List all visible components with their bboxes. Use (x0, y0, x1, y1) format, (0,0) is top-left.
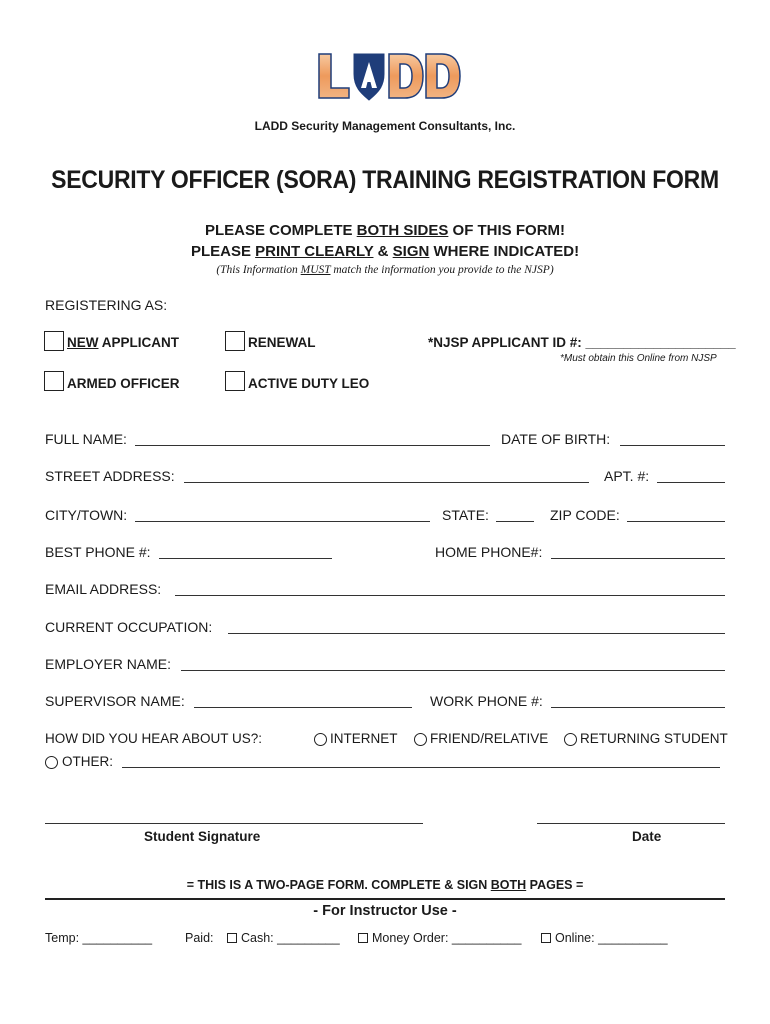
friend-relative-radio[interactable] (414, 733, 427, 746)
registering-as-label: REGISTERING AS: (45, 297, 168, 313)
paid-label: Paid: (185, 931, 214, 945)
state-label: STATE: (442, 507, 489, 523)
returning-student-radio[interactable] (564, 733, 577, 746)
street-address-line[interactable] (184, 482, 589, 483)
best-phone-line[interactable] (159, 558, 332, 559)
full-name-label: FULL NAME: (45, 431, 127, 447)
employer-label: EMPLOYER NAME: (45, 656, 172, 672)
employer-line[interactable] (181, 670, 725, 671)
work-phone-label: WORK PHONE #: (430, 693, 543, 709)
new-applicant-label: NEW APPLICANT (67, 335, 179, 350)
armed-officer-checkbox[interactable] (44, 371, 64, 391)
work-phone-line[interactable] (551, 707, 725, 708)
two-page-notice: = THIS IS A TWO-PAGE FORM. COMPLETE & SIGN BOTH PAGES = (186, 878, 584, 892)
date-line[interactable] (537, 823, 725, 824)
student-signature-label: Student Signature (144, 829, 261, 844)
njsp-applicant-id-field[interactable]: *NJSP APPLICANT ID #: ____________________ (428, 335, 736, 350)
state-line[interactable] (496, 521, 534, 522)
email-line[interactable] (175, 595, 725, 596)
friend-relative-label: FRIEND/RELATIVE (430, 731, 549, 746)
money-order-checkbox[interactable] (358, 933, 368, 943)
apt-line[interactable] (657, 482, 725, 483)
other-radio[interactable] (45, 756, 58, 769)
cash-field[interactable]: Cash: _________ (241, 931, 340, 945)
instructor-divider (45, 898, 725, 900)
home-phone-line[interactable] (551, 558, 725, 559)
njsp-note: *Must obtain this Online from NJSP (560, 353, 717, 364)
home-phone-label: HOME PHONE#: (435, 544, 543, 560)
internet-radio[interactable] (314, 733, 327, 746)
dob-label: DATE OF BIRTH: (501, 431, 611, 447)
occupation-line[interactable] (228, 633, 725, 634)
info-note: (This Information MUST match the information you provide to the NJSP) (216, 264, 554, 276)
renewal-checkbox[interactable] (225, 331, 245, 351)
online-field[interactable]: Online: __________ (555, 931, 668, 945)
ladd-logo (316, 50, 462, 102)
full-name-line[interactable] (135, 445, 490, 446)
money-order-field[interactable]: Money Order: __________ (372, 931, 522, 945)
subtitle-complete-both-sides: PLEASE COMPLETE BOTH SIDES OF THIS FORM! (204, 222, 566, 239)
returning-student-label: RETURNING STUDENT (580, 731, 728, 746)
date-label: Date (632, 829, 662, 844)
dob-line[interactable] (620, 445, 725, 446)
email-label: EMAIL ADDRESS: (45, 581, 162, 597)
best-phone-label: BEST PHONE #: (45, 544, 151, 560)
student-signature-line[interactable] (45, 823, 423, 824)
hear-question: HOW DID YOU HEAR ABOUT US?: (45, 731, 263, 746)
internet-label: INTERNET (330, 731, 398, 746)
zip-line[interactable] (627, 521, 725, 522)
subtitle-print-sign: PLEASE PRINT CLEARLY & SIGN WHERE INDICATED! (190, 243, 580, 260)
city-line[interactable] (135, 521, 430, 522)
active-duty-leo-checkbox[interactable] (225, 371, 245, 391)
active-duty-leo-label: ACTIVE DUTY LEO (248, 376, 370, 391)
street-address-label: STREET ADDRESS: (45, 468, 175, 484)
new-applicant-checkbox[interactable] (44, 331, 64, 351)
cash-checkbox[interactable] (227, 933, 237, 943)
supervisor-label: SUPERVISOR NAME: (45, 693, 185, 709)
instructor-heading: - For Instructor Use - (313, 903, 457, 919)
other-line[interactable] (122, 767, 720, 768)
form-title: SECURITY OFFICER (SORA) TRAINING REGISTRATION FORM (51, 166, 719, 194)
company-name: LADD Security Management Consultants, Inc. (254, 119, 516, 133)
zip-label: ZIP CODE: (550, 507, 620, 523)
renewal-label: RENEWAL (248, 335, 316, 350)
city-label: CITY/TOWN: (45, 507, 128, 523)
other-label: OTHER: (62, 754, 114, 769)
supervisor-line[interactable] (194, 707, 412, 708)
online-checkbox[interactable] (541, 933, 551, 943)
temp-field[interactable]: Temp: __________ (45, 931, 153, 945)
occupation-label: CURRENT OCCUPATION: (45, 619, 213, 635)
apt-label: APT. #: (604, 468, 650, 484)
armed-officer-label: ARMED OFFICER (67, 376, 180, 391)
